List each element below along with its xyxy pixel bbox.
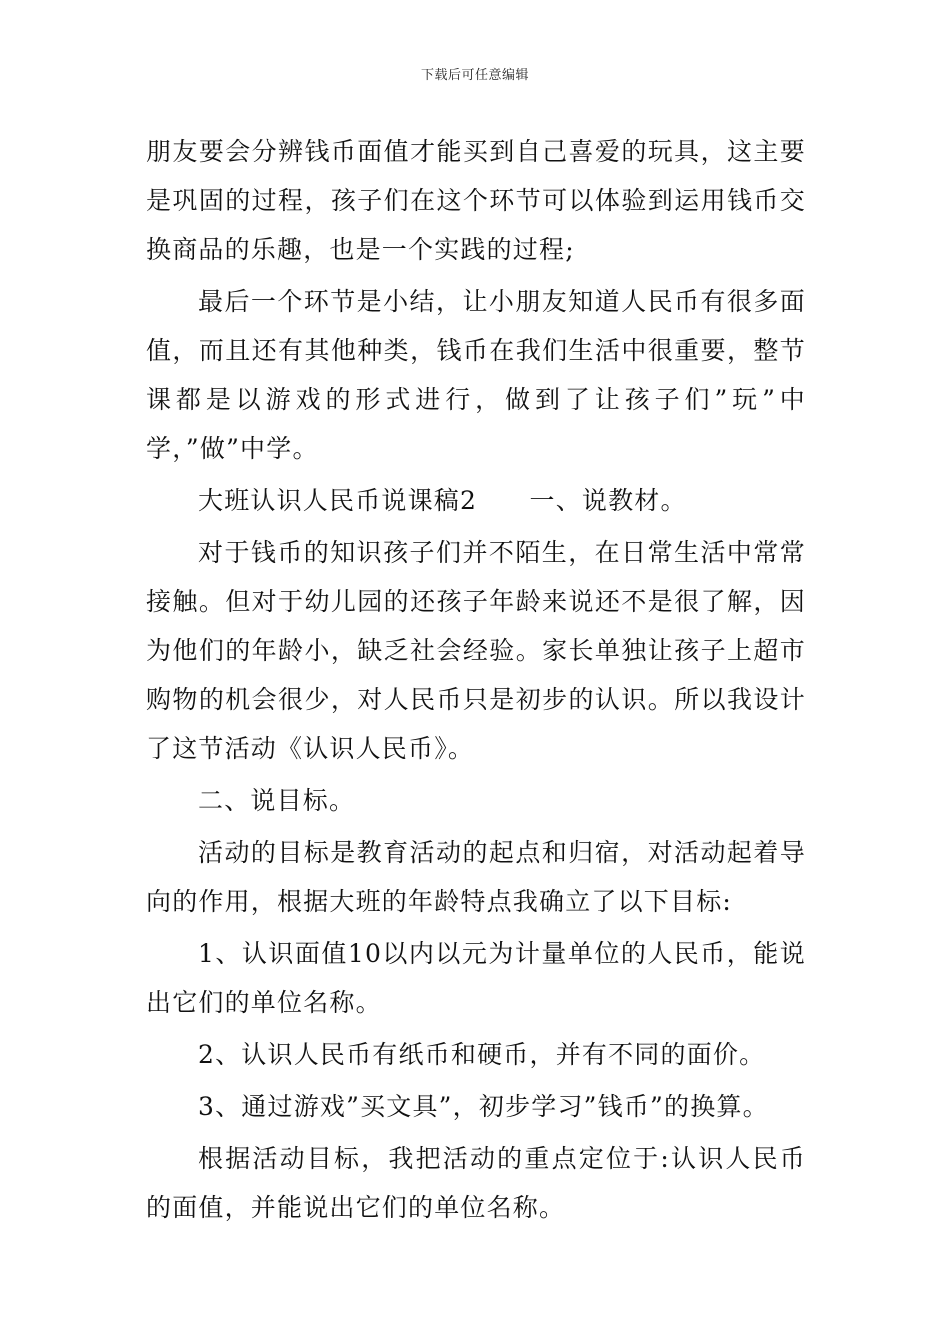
header-note: 下载后可任意编辑 xyxy=(420,68,529,83)
paragraph: 根据活动目标，我把活动的重点定位于:认识人民币的面值，并能说出它们的单位名称。 xyxy=(146,1144,806,1222)
paragraph: 对于钱币的知识孩子们并不陌生，在日常生活中常常接触。但对于幼儿园的还孩子年龄来说还不是很了解，因为他们的年龄小，缺乏社会经验。家长单独让孩子上超市购物的机会很少，对人民币只是初步的认识。所以我设计了这节活动《认识人民币》。 xyxy=(146,538,806,763)
goal-item: 1、认识面值10以内以元为计量单位的人民币，能说出它们的单位名称。 xyxy=(146,939,806,1017)
section-title: 大班认识人民币说课稿2 一、说教材。 xyxy=(198,486,687,515)
paragraph: 朋友要会分辨钱币面值才能买到自己喜爱的玩具，这主要是巩固的过程，孩子们在这个环节可以体验到运用钱币交换商品的乐趣，也是一个实践的过程; xyxy=(146,137,806,264)
paragraph: 活动的目标是教育活动的起点和归宿，对活动起着导向的作用，根据大班的年龄特点我确立了以下目标: xyxy=(146,838,806,916)
goal-item: 3、通过游戏”买文具”，初步学习”钱币”的换算。 xyxy=(198,1092,769,1121)
goal-item: 2、认识人民币有纸币和硬币，并有不同的面价。 xyxy=(198,1040,766,1069)
section-heading: 二、说目标。 xyxy=(198,786,356,815)
document-body xyxy=(146,127,806,1235)
paragraph: 最后一个环节是小结，让小朋友知道人民币有很多面值，而且还有其他种类，钱币在我们生活中很重要，整节课都是以游戏的形式进行，做到了让孩子们”玩”中学，”做”中学。 xyxy=(146,287,806,463)
